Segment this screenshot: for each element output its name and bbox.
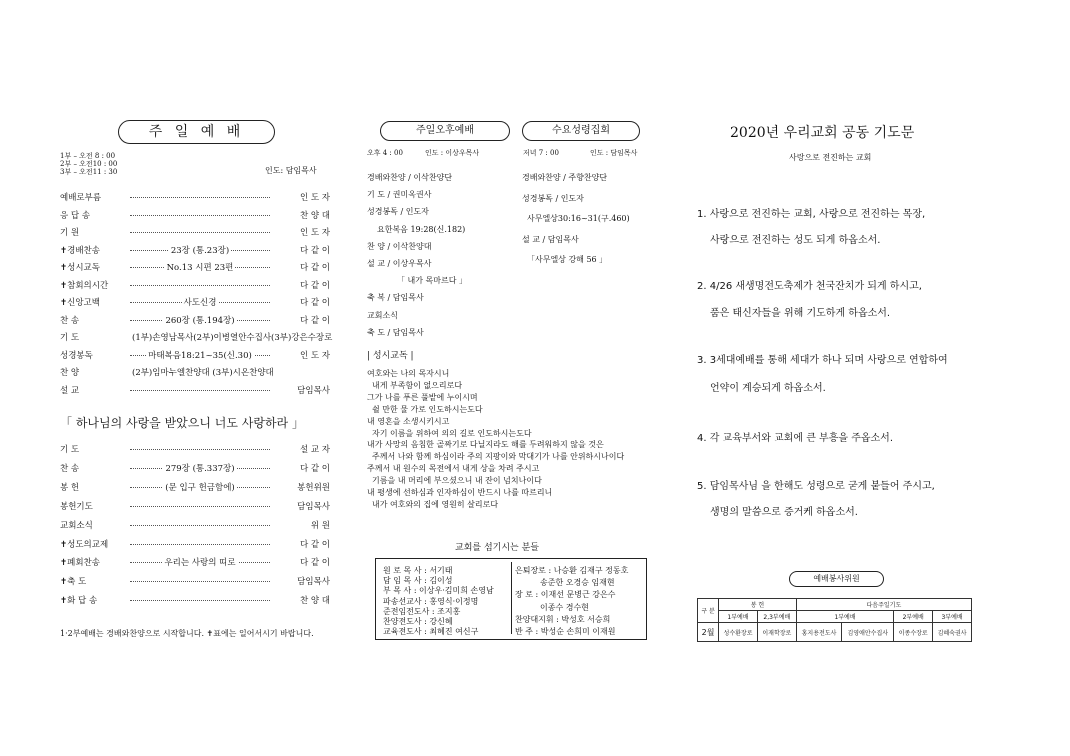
row-person: 다 같 이 xyxy=(299,298,330,308)
text-line: 준전임전도사 : 조지홍 xyxy=(383,606,461,616)
row-label: ✝경배찬송 xyxy=(60,245,100,256)
text-line: 기 도 / 권미옥권사 xyxy=(367,190,432,200)
sermon-title: 「 하나님의 사랑을 받았으니 너도 사랑하라 」 xyxy=(60,416,304,430)
leader-dots xyxy=(130,390,270,391)
row-detail: 사도신경 xyxy=(183,298,217,308)
sub-col: 3부예배 xyxy=(933,611,972,623)
leader-dots xyxy=(130,581,270,582)
row-label: 찬 송 xyxy=(60,315,80,326)
row-person: 찬 양 대 xyxy=(299,210,330,221)
text-line: 찬양대지휘 : 박성호 서승희 xyxy=(515,614,611,624)
prayer-line: 5. 담임목사님 을 한해도 성령으로 굳게 붙들어 주시고, xyxy=(697,481,935,492)
afternoon-time: 오후 4 : 00 xyxy=(367,149,403,157)
text-line: 경배와찬양 / 이삭찬양단 xyxy=(367,173,453,182)
service-row xyxy=(60,209,330,223)
row-label: 기 도 xyxy=(60,445,80,455)
row-detail: 마태복음18:21~35(신.30) xyxy=(148,350,252,361)
text-line: 「사무엘상 강해 56 」 xyxy=(527,255,608,264)
text-line: 주께서 내 원수의 목전에서 내게 상을 차려 주시고 xyxy=(367,464,540,474)
row-detail: 23장 (통.23장) xyxy=(170,245,230,256)
row-person: 다 같 이 xyxy=(299,315,330,326)
service-row xyxy=(60,296,330,310)
sunday-worship-title: 주 일 예 배 xyxy=(118,120,275,144)
service-row xyxy=(60,500,330,514)
row-person: 다 같 이 xyxy=(299,463,330,474)
service-row xyxy=(60,443,330,457)
service-row xyxy=(60,594,330,608)
text-line: 자기 이름을 위하여 의의 길로 인도하시는도다 xyxy=(372,428,532,438)
sub-col: 2,3부예배 xyxy=(757,611,796,623)
leader-dots xyxy=(130,544,270,545)
name-cell: 이종수장로 xyxy=(894,623,933,642)
row-person: 다 같 이 xyxy=(299,280,330,291)
text-line: 교육전도사 : 최혜진 여신구 xyxy=(383,627,479,637)
row-label: 예배로부름 xyxy=(60,193,102,203)
text-line: 원 로 목 사 : 서기태 xyxy=(383,566,453,575)
text-line: 기름을 내 머리에 부으셨으니 내 잔이 넘치나이다 xyxy=(372,476,542,486)
row-person: 다 같 이 xyxy=(299,263,330,273)
name-cell: 김영애안수집사 xyxy=(842,623,894,642)
row-label: ✝성시교독 xyxy=(60,263,100,273)
sub-col: 2부예배 xyxy=(894,611,933,623)
text-line: 「 내가 목마르다 」 xyxy=(397,276,467,286)
service-row xyxy=(60,226,330,240)
row-label: 성경봉독 xyxy=(60,350,93,361)
text-line: 장 로 : 이재선 문병근 강은수 xyxy=(515,590,616,600)
row-person: 담임목사 xyxy=(297,501,330,512)
text-line: 담 임 목 사 : 김이성 xyxy=(383,576,453,586)
prayer-line: 3. 3세대예배를 통해 세대가 하나 되며 사랑으로 연합하여 xyxy=(697,355,948,366)
row-person: 위 원 xyxy=(310,520,330,531)
committee-table xyxy=(697,598,972,642)
row-detail: (문 입구 헌금함에) xyxy=(165,482,235,493)
row-label: 응 답 송 xyxy=(60,210,91,221)
text-line: 요한복음 19:28(신.182) xyxy=(377,224,466,234)
row-label: 교회소식 xyxy=(60,520,93,531)
service-row xyxy=(60,331,333,345)
service-row xyxy=(60,279,330,293)
prayer-line: 2. 4/26 새생명전도축제가 천국잔치가 되게 하시고, xyxy=(697,281,922,292)
row-person: 봉헌위원 xyxy=(297,482,330,493)
leader-dots xyxy=(130,600,270,601)
wednesday-time: 저녁 7 : 00 xyxy=(523,149,559,157)
leader-dots xyxy=(130,232,270,233)
row-person: 다 같 이 xyxy=(299,245,330,256)
row-person: 찬 양 대 xyxy=(299,596,330,607)
service-row xyxy=(60,384,330,398)
wednesday-service-title: 수요성령집회 xyxy=(522,121,640,141)
leader-label: 인도: 담임목사 xyxy=(265,166,317,175)
name-cell: 김혜숙권사 xyxy=(933,623,972,642)
service-row xyxy=(60,519,330,533)
prayer-line: 생명의 말씀으로 증거케 하옵소서. xyxy=(710,507,858,518)
prayer-line: 품은 태신자들을 위해 기도하게 하옵소서. xyxy=(710,308,891,319)
sub-col: 1부예배 xyxy=(796,611,894,623)
prayer-line: 언약이 계승되게 하옵소서. xyxy=(710,383,826,394)
row-label: ✝화 답 송 xyxy=(60,596,98,607)
text-line: 여호와는 나의 목자시니 xyxy=(367,369,450,378)
servants-title: 교회를 섬기시는 분들 xyxy=(455,543,539,553)
row-person: 담임목사 xyxy=(297,385,330,396)
row-label: 찬 송 xyxy=(60,463,80,474)
prayer-line: 사랑으로 전진하는 성도 되게 하옵소서. xyxy=(710,235,881,246)
text-line: 경배와찬양 / 주향찬양단 xyxy=(522,173,608,182)
row-detail: (1부)손영남목사(2부)이병열안수집사(3부)강은수장로 xyxy=(132,333,333,343)
service-row xyxy=(60,538,330,552)
leader-dots xyxy=(130,449,270,450)
text-line: 축 도 / 담임목사 xyxy=(367,327,424,337)
text-line: 축 복 / 담임목사 xyxy=(367,293,424,303)
leader-dots xyxy=(130,285,270,286)
service-row xyxy=(60,366,330,380)
prayer-line: 1. 사랑으로 전진하는 교회, 사랑으로 전진하는 목장, xyxy=(697,209,926,220)
th-month: 구 분 xyxy=(698,599,719,623)
row-label: ✝폐회찬송 xyxy=(60,558,100,569)
row-label: ✝신앙고백 xyxy=(60,298,100,308)
text-line: 찬양전도사 : 강신혜 xyxy=(383,617,453,626)
text-line: 찬 양 / 이삭찬양대 xyxy=(367,241,432,251)
service-row xyxy=(60,575,330,589)
row-label: 찬 양 xyxy=(60,368,80,378)
service-row xyxy=(60,349,330,363)
text-line: 쉴 만한 물 가로 인도하시는도다 xyxy=(372,404,483,414)
row-person: 인 도 자 xyxy=(299,228,330,238)
text-line: 파송선교사 : 홍영식·이정명 xyxy=(383,596,479,606)
sub-col: 1부예배 xyxy=(719,611,758,623)
service-row xyxy=(60,244,330,258)
row-label: ✝참회의시간 xyxy=(60,280,109,291)
row-label: 봉헌기도 xyxy=(60,501,93,512)
text-line: 내 평생에 선하심과 인자하심이 반드시 나를 따르리니 xyxy=(367,488,553,497)
text-line: 성경봉독 / 인도자 xyxy=(367,207,429,217)
service-row xyxy=(60,261,330,275)
leader-dots xyxy=(130,197,270,198)
row-detail: 우리는 사랑의 띠로 xyxy=(164,558,236,569)
text-line: 송준한 오경승 임재현 xyxy=(540,578,615,588)
text-line: 내게 부족함이 없으리로다 xyxy=(372,380,463,390)
row-person: 설 교 자 xyxy=(299,445,330,455)
row-person: 인 도 자 xyxy=(299,350,330,361)
leader-dots xyxy=(130,506,270,507)
service-times: 1부 – 오전 8 : 00 2부 – 오전10 : 00 3부 – 오전11 : 30 xyxy=(60,152,118,176)
row-detail: No.13 시편 23편 xyxy=(166,263,234,273)
row-person: 다 같 이 xyxy=(299,558,330,569)
text-line: 설 교 / 담임목사 xyxy=(522,234,579,244)
text-line: 내 영혼을 소생시키시고 xyxy=(367,416,450,426)
committee-title: 예배봉사위원 xyxy=(789,571,884,587)
name-cell: 성수환장로 xyxy=(719,623,758,642)
month-cell: 2월 xyxy=(698,623,719,642)
text-line: 부 목 사 : 이상우·김미희 손영남 xyxy=(383,586,494,596)
service-row xyxy=(60,556,330,570)
afternoon-leader: 인도 : 이상우목사 xyxy=(425,149,480,157)
text-line: 이종수 경수현 xyxy=(540,602,589,612)
row-label: ✝축 도 xyxy=(60,577,87,588)
leader-dots xyxy=(130,215,270,216)
prayer-subtitle: 사랑으로 전진하는 교회 xyxy=(789,153,872,162)
row-person: 인 도 자 xyxy=(299,193,330,203)
th-next-prayer: 다음주일기도 xyxy=(796,599,971,611)
text-line: 성경봉독 / 인도자 xyxy=(522,193,584,203)
row-label: 기 도 xyxy=(60,333,80,343)
prayer-line: 4. 각 교육부서와 교회에 큰 부흥을 주옵소서. xyxy=(697,433,894,444)
text-line: 내가 여호와의 집에 영원히 살리로다 xyxy=(372,499,499,509)
text-line: 내가 사망의 음침한 골짜기로 다닐지라도 해를 두려워하지 않을 것은 xyxy=(367,440,604,450)
prayer-title: 2020년 우리교회 공동 기도문 xyxy=(730,125,915,141)
row-person: 다 같 이 xyxy=(299,539,330,550)
name-cell: 홍지용전도사 xyxy=(796,623,841,642)
row-detail: (2부)임마누엘찬양대 (3부)시온찬양대 xyxy=(132,368,274,378)
name-cell: 이재학장로 xyxy=(757,623,796,642)
text-line: 은퇴장로 : 나승환 김재구 정동호 xyxy=(515,566,629,575)
row-label: 설 교 xyxy=(60,385,80,396)
text-line: 설 교 / 이상우목사 xyxy=(367,259,432,268)
text-line: 주께서 나와 함께 하심이라 주의 지팡이와 막대기가 나를 안위하시나이다 xyxy=(372,452,625,462)
service-row xyxy=(60,314,330,328)
responsive-reading-title: | 성시교독 | xyxy=(367,351,414,361)
row-label: 기 원 xyxy=(60,228,80,238)
row-detail: 260장 (통.194장) xyxy=(165,315,235,326)
text-line: 반 주 : 박성순 손희미 이재원 xyxy=(515,627,616,636)
text-line: 그가 나를 푸른 풀밭에 누이시며 xyxy=(367,392,478,402)
wednesday-leader: 인도 : 담임목사 xyxy=(590,149,638,157)
text-line: 사무엘상30:16~31(구.460) xyxy=(527,214,630,223)
row-person: 담임목사 xyxy=(297,577,330,588)
leader-dots xyxy=(130,525,270,526)
footnote: 1·2부예배는 경배와찬양으로 시작합니다. ✝표에는 일어서시기 바랍니다. xyxy=(60,629,314,638)
service-row xyxy=(60,481,330,495)
text-line: 교회소식 xyxy=(367,310,398,320)
row-detail: 279장 (통.337장) xyxy=(165,463,235,474)
service-row xyxy=(60,462,330,476)
row-label: ✝성도의교제 xyxy=(60,539,109,550)
th-offering: 봉 헌 xyxy=(719,599,797,611)
service-row xyxy=(60,191,330,205)
afternoon-worship-title: 주일오후예배 xyxy=(380,121,510,141)
row-label: 봉 헌 xyxy=(60,482,80,493)
